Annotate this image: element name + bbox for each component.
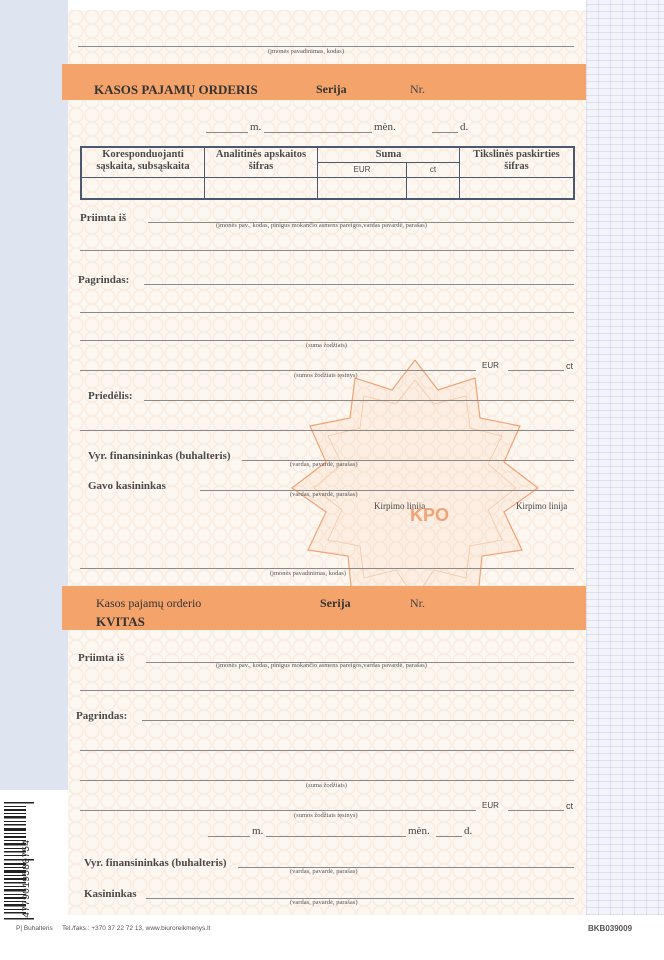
cell-analytic-value[interactable] bbox=[205, 178, 318, 200]
nr-label: Nr. bbox=[410, 82, 425, 96]
ct-line[interactable] bbox=[508, 370, 564, 371]
receipt-received-from-line-2[interactable] bbox=[80, 690, 574, 691]
receipt-year-label: m. bbox=[252, 825, 264, 837]
cell-purpose-value[interactable] bbox=[460, 178, 574, 200]
basis-label: Pagrindas: bbox=[78, 274, 130, 286]
company-line bbox=[78, 46, 574, 47]
footer-contact: Tel./faks.: +370 37 22 72 13, www.biuroreikmenys.lt bbox=[62, 925, 211, 932]
receipt-band bbox=[62, 586, 586, 630]
col-analytic: Analitinės apskaitos šifras bbox=[205, 147, 318, 178]
barcode-number: 4779019580754 bbox=[22, 839, 33, 918]
year-label: m. bbox=[250, 121, 262, 133]
amount-words-line[interactable] bbox=[80, 340, 574, 341]
receipt-basis-line[interactable] bbox=[142, 720, 574, 721]
day-line bbox=[432, 132, 458, 133]
receipt-basis-label: Pagrindas: bbox=[76, 710, 128, 722]
ct-label: ct bbox=[566, 361, 574, 371]
receipt-year-line[interactable] bbox=[208, 836, 250, 837]
attachment-line-2[interactable] bbox=[80, 430, 574, 431]
receipt-day-line[interactable] bbox=[436, 836, 462, 837]
cut-line-left-label: Kirpimo linija bbox=[374, 501, 426, 511]
receipt-month-line[interactable] bbox=[266, 836, 406, 837]
eur-label: EUR bbox=[482, 361, 499, 370]
col-eur: EUR bbox=[318, 163, 407, 178]
receipt-amount-words-caption: (suma žodžiais) bbox=[306, 782, 347, 789]
receipt-ct-label: ct bbox=[566, 801, 574, 811]
amount-words-caption: (suma žodžiais) bbox=[306, 342, 347, 349]
receipt-company-line[interactable] bbox=[80, 568, 574, 569]
receipt-received-from-label: Priimta iš bbox=[78, 652, 125, 664]
order-title: KASOS PAJAMŲ ORDERIS bbox=[94, 82, 258, 97]
received-from-line-2[interactable] bbox=[80, 250, 574, 251]
receipt-eur-label: EUR bbox=[482, 801, 499, 810]
col-account: Koresponduojanti sąskaita, subsąskaita bbox=[81, 147, 205, 178]
cell-account-value[interactable] bbox=[81, 178, 205, 200]
cashier-received-caption: (vardas, pavardė, parašas) bbox=[290, 491, 358, 498]
chief-accountant-caption: (vardas, pavardė, parašas) bbox=[290, 461, 358, 468]
col-ct: ct bbox=[407, 163, 460, 178]
cut-line-right-label: Kirpimo linija bbox=[516, 501, 568, 511]
receipt-cashier-caption: (vardas, pavardė, parašas) bbox=[290, 899, 358, 906]
receipt-serija-label: Serija bbox=[320, 596, 351, 610]
receipt-cashier-label: Kasininkas bbox=[84, 888, 137, 900]
receipt-chief-accountant-line[interactable] bbox=[238, 867, 574, 868]
receipt-day-label: d. bbox=[464, 825, 473, 837]
receipt-chief-accountant-caption: (vardas, pavardė, parašas) bbox=[290, 868, 358, 875]
right-guilloche-strip bbox=[586, 0, 664, 915]
chief-accountant-label: Vyr. finansininkas (buhalteris) bbox=[88, 450, 231, 462]
accounts-table bbox=[80, 146, 575, 200]
receipt-amount-words-line[interactable] bbox=[80, 780, 574, 781]
received-from-label: Priimta iš bbox=[80, 212, 127, 224]
company-caption: (įmonės pavadinimas, kodas) bbox=[268, 48, 344, 55]
receipt-received-from-caption: (įmonės pav., kodas, pinigus mokančio asmens pareigos,vardas pavardė, parašas) bbox=[216, 662, 427, 669]
col-purpose: Tikslinės paskirties šifras bbox=[460, 147, 574, 178]
header-band bbox=[62, 64, 586, 100]
receipt-amount-words-cont-line[interactable] bbox=[80, 810, 476, 811]
day-label: d. bbox=[460, 121, 469, 133]
cashier-received-label: Gavo kasininkas bbox=[88, 480, 166, 492]
cell-ct-value[interactable] bbox=[407, 178, 460, 200]
footer-form-code: BKB039009 bbox=[588, 924, 633, 933]
receipt-chief-accountant-label: Vyr. finansininkas (buhalteris) bbox=[84, 857, 227, 869]
receipt-nr-label: Nr. bbox=[410, 596, 425, 610]
receipt-ct-line[interactable] bbox=[508, 810, 564, 811]
receipt-cashier-line[interactable] bbox=[146, 898, 574, 899]
receipt-title-line2: KVITAS bbox=[96, 614, 145, 629]
month-label: mėn. bbox=[374, 121, 396, 133]
receipt-title-line1: Kasos pajamų orderio bbox=[96, 596, 202, 610]
footer-publisher: P| Buhalteris bbox=[16, 925, 53, 932]
amount-words-cont-line[interactable] bbox=[80, 370, 476, 371]
receipt-basis-line-2[interactable] bbox=[80, 750, 574, 751]
cell-eur-value[interactable] bbox=[318, 178, 407, 200]
receipt-month-label: mėn. bbox=[408, 825, 430, 837]
receipt-amount-words-cont-caption: (sumos žodžiais tęsinys) bbox=[294, 812, 358, 819]
amount-words-cont-caption: (sumos žodžiais tęsinys) bbox=[294, 372, 358, 379]
basis-line-2[interactable] bbox=[80, 312, 574, 313]
received-from-caption: (įmonės pav., kodas, pinigus mokančio asmens pareigos,vardas pavardė, parašas) bbox=[216, 222, 427, 229]
cashier-received-line[interactable] bbox=[200, 490, 574, 491]
basis-line[interactable] bbox=[144, 284, 574, 285]
attachment-label: Priedėlis: bbox=[88, 390, 133, 402]
kpo-mark: KPO bbox=[410, 505, 450, 525]
col-suma: Suma bbox=[318, 147, 460, 163]
month-line bbox=[264, 132, 372, 133]
receipt-company-caption: (įmonės pavadinimas, kodas) bbox=[270, 570, 346, 577]
serija-label: Serija bbox=[316, 82, 347, 96]
attachment-line[interactable] bbox=[144, 400, 574, 401]
year-line bbox=[206, 132, 248, 133]
left-blue-strip bbox=[0, 0, 68, 790]
